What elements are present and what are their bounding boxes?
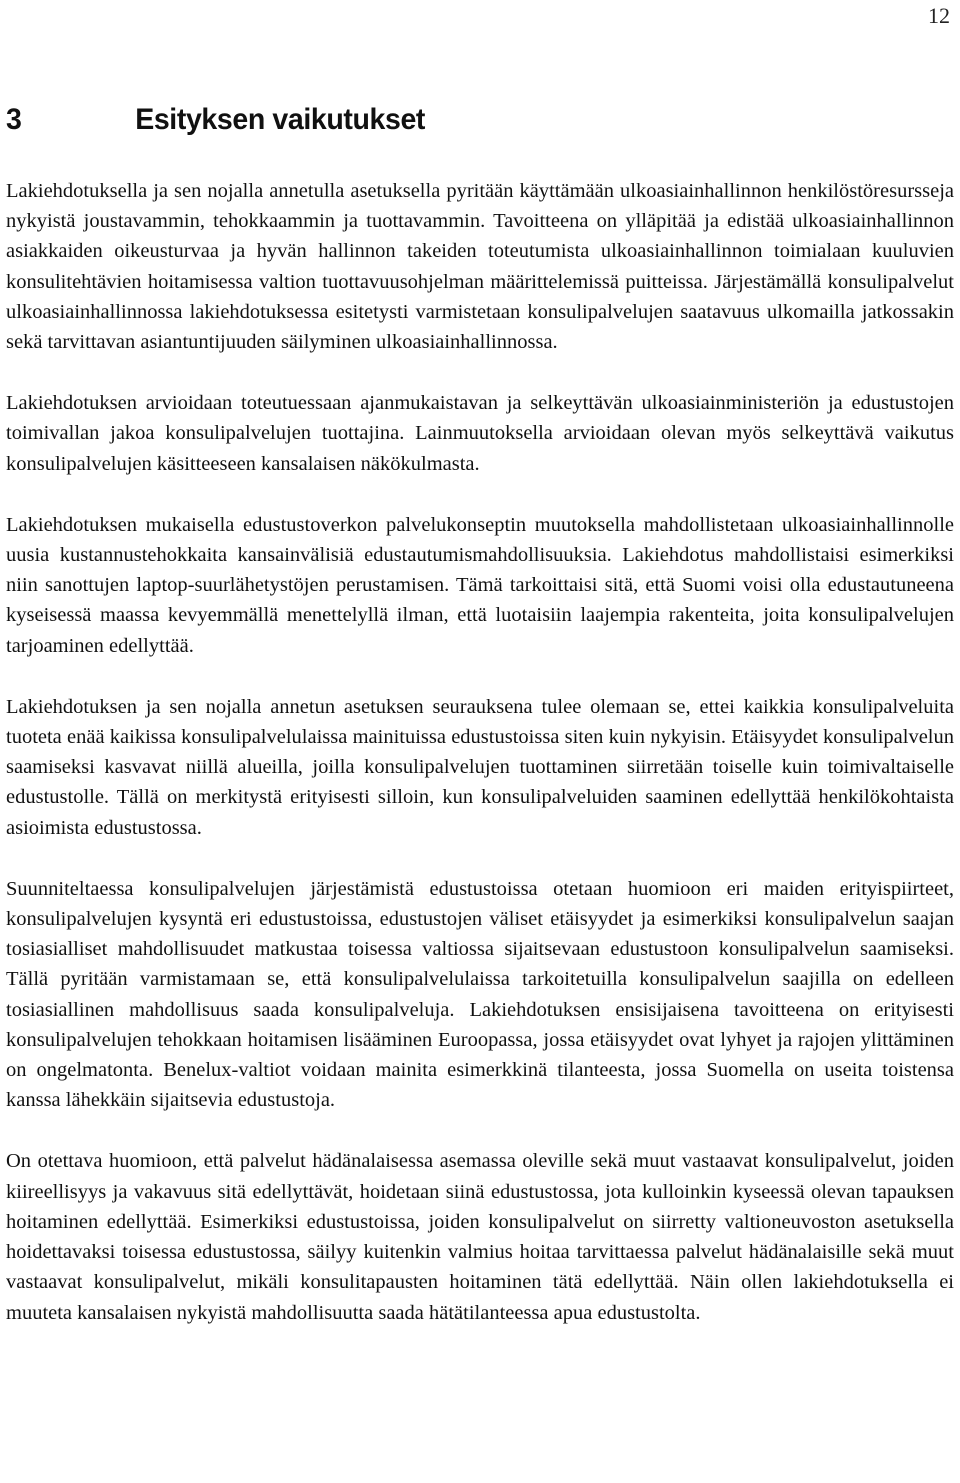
section-number: 3 bbox=[6, 103, 22, 136]
paragraph: Lakiehdotuksen arvioidaan toteutuessaan ajanmukaistavan ja selkeyttävän ulkoasiainministeriön ja edustustojen toimivallan jakoa konsulipalvelujen tuottajina. Lainmuutoksella arvioidaan olevan myös selkeyttävä vaikutus konsulipalvelujen käsitteeseen kansalaisen näkökulmasta. bbox=[6, 392, 954, 475]
page-number: 12 bbox=[928, 3, 950, 28]
section-title: Esityksen vaikutukset bbox=[135, 103, 426, 136]
paragraph: Suunniteltaessa konsulipalvelujen järjestämistä edustustoissa otetaan huomioon eri maiden erityispiirteet, konsulipalvelujen kysyntä eri edustustoissa, edustustojen väliset etäisyydet ja esimerkiksi konsulipalvelun saajan tosiasialliset mahdollisuudet matkustaa toisessa valtiossa sijaitsevaan edustustoon konsulipalvelun saamiseksi. Tällä pyritään varmistamaan se, että konsulipalvelulaissa tarkoitetuilla konsulipalvelun saajilla on edelleen tosiasiallinen mahdollisuus saada konsulipalveluja. Lakiehdotuksen ensisijaisena tavoitteena on erityisesti konsulipalvelujen tehokkaan hoitamisen lisääminen Euroopassa, jossa etäisyydet ovat lyhyet ja rajojen ylittäminen on ongelmatonta. Benelux-valtiot voidaan mainita esimerkkinä tilanteesta, jossa Suomella on useita toistensa kanssa lähekkäin sijaitsevia edustustoja. bbox=[6, 877, 954, 1112]
paragraph: Lakiehdotuksen mukaisella edustustoverkon palvelukonseptin muutoksella mahdollistetaan ulkoasiainhallinnolle uusia kustannustehokkaita kansainvälisiä edustautumismahdollisuuksia. Lakiehdotus mahdollistaisi esimerkiksi niin sanottujen laptop-suurlähetystöjen perustamisen. Tämä tarkoittaisi sitä, että Suomi voisi olla edustautuneena kyseisessä maassa kevyemmällä menettelyllä ilman, että luotaisiin laajempia rakenteita, joita konsulipalvelujen tarjoaminen edellyttää. bbox=[6, 513, 954, 657]
paragraph: Lakiehdotuksella ja sen nojalla annetulla asetuksella pyritään käyttämään ulkoasiainhallinnon henkilöstöresursseja nykyistä joustavammin, tehokkaammin ja tuottavammin. Tavoitteena on ylläpitää ja edistää ulkoasiainhallinnon asiakkaiden oikeusturvaa ja hyvän hallinnon takeiden toteutumista ulkoasiainhallinnon toimialaan kuuluvien konsulitehtävien hoitamisessa valtion tuottavuusohjelman määrittelemissä puitteissa. Järjestämällä konsulipalvelut ulkoasiainhallinnossa lakiehdotuksessa esitetysti varmistetaan konsulipalvelujen saatavuus ulkomailla jatkossakin sekä tarvittavan asiantuntijuuden säilyminen ulkoasiainhallinnossa. bbox=[6, 180, 954, 354]
paragraph: Lakiehdotuksen ja sen nojalla annetun asetuksen seurauksena tulee olemaan se, ettei kaikkia konsulipalveluita tuoteta enää kaikissa konsulipalvelulaissa mainituissa edustustoissa siten kuin nykyisin. Etäisyydet konsulipalvelun saamiseksi kasvavat niillä alueilla, joilla konsulipalvelujen tuottaminen siirretään toiselle kuin toimivaltaiselle edustustolle. Tällä on merkitystä erityisesti silloin, kun konsulipalveluiden saaminen edellyttää henkilökohtaista asioimista edustustossa. bbox=[6, 695, 954, 839]
section-heading bbox=[6, 98, 425, 142]
body-text bbox=[6, 176, 954, 1359]
paragraph: On otettava huomioon, että palvelut hädänalaisessa asemassa oleville sekä muut vastaavat konsulipalvelut, joiden kiireellisyys ja vakavuus sitä edellyttävät, hoidetaan siinä edustustossa, jota kulloinkin kyseessä olevan tapauksen hoitaminen edellyttää. Esimerkiksi edustustoissa, joiden konsulipalvelut on siirretty valtioneuvoston asetuksella hoidettavaksi toisessa edustustossa, säilyy kuitenkin valmius hoitaa tarvittaessa palvelut hädänalaisille sekä muut vastaavat konsulipalvelut, mikäli konsulitapausten hoitaminen tätä edellyttää. Näin ollen lakiehdotuksella ei muuteta kansalaisen nykyistä mahdollisuutta saada hätätilanteessa apua edustustolta. bbox=[6, 1150, 954, 1324]
